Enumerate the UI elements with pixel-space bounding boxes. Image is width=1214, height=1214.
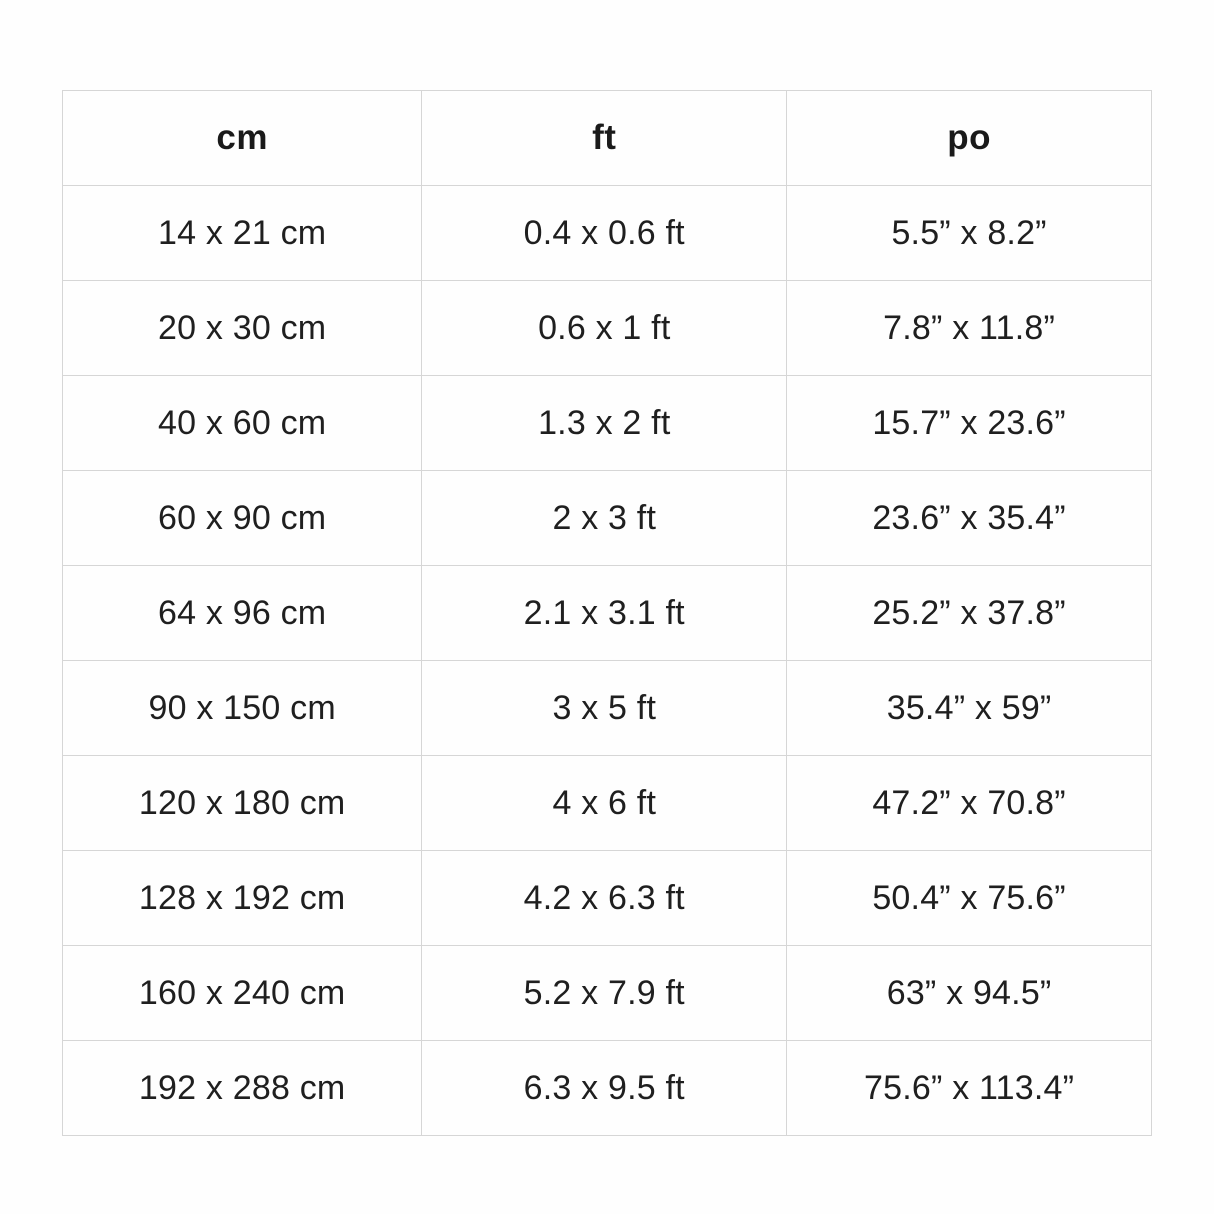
cell-po: 63” x 94.5” bbox=[787, 946, 1152, 1041]
table-header bbox=[63, 91, 1152, 186]
table-row bbox=[63, 851, 1152, 946]
cell-ft: 0.4 x 0.6 ft bbox=[422, 186, 787, 281]
cell-ft: 2 x 3 ft bbox=[422, 471, 787, 566]
cell-ft: 3 x 5 ft bbox=[422, 661, 787, 756]
cell-cm: 60 x 90 cm bbox=[63, 471, 422, 566]
size-conversion-table bbox=[62, 90, 1152, 1136]
cell-po: 25.2” x 37.8” bbox=[787, 566, 1152, 661]
column-header-cm: cm bbox=[63, 91, 422, 186]
cell-ft: 4.2 x 6.3 ft bbox=[422, 851, 787, 946]
cell-ft: 2.1 x 3.1 ft bbox=[422, 566, 787, 661]
cell-ft: 0.6 x 1 ft bbox=[422, 281, 787, 376]
table-row bbox=[63, 376, 1152, 471]
size-conversion-table-wrapper bbox=[62, 90, 1152, 1122]
column-header-po: po bbox=[787, 91, 1152, 186]
cell-ft: 1.3 x 2 ft bbox=[422, 376, 787, 471]
table-row bbox=[63, 1041, 1152, 1136]
cell-po: 75.6” x 113.4” bbox=[787, 1041, 1152, 1136]
table-body bbox=[63, 186, 1152, 1136]
table-header-row bbox=[63, 91, 1152, 186]
cell-cm: 64 x 96 cm bbox=[63, 566, 422, 661]
cell-cm: 20 x 30 cm bbox=[63, 281, 422, 376]
cell-ft: 4 x 6 ft bbox=[422, 756, 787, 851]
table-row bbox=[63, 566, 1152, 661]
cell-po: 35.4” x 59” bbox=[787, 661, 1152, 756]
cell-cm: 192 x 288 cm bbox=[63, 1041, 422, 1136]
table-row bbox=[63, 946, 1152, 1041]
cell-cm: 14 x 21 cm bbox=[63, 186, 422, 281]
cell-po: 50.4” x 75.6” bbox=[787, 851, 1152, 946]
cell-ft: 6.3 x 9.5 ft bbox=[422, 1041, 787, 1136]
table-row bbox=[63, 661, 1152, 756]
cell-po: 47.2” x 70.8” bbox=[787, 756, 1152, 851]
column-header-ft: ft bbox=[422, 91, 787, 186]
cell-cm: 128 x 192 cm bbox=[63, 851, 422, 946]
table-row bbox=[63, 756, 1152, 851]
cell-cm: 120 x 180 cm bbox=[63, 756, 422, 851]
cell-cm: 40 x 60 cm bbox=[63, 376, 422, 471]
table-row bbox=[63, 281, 1152, 376]
cell-cm: 160 x 240 cm bbox=[63, 946, 422, 1041]
cell-ft: 5.2 x 7.9 ft bbox=[422, 946, 787, 1041]
cell-cm: 90 x 150 cm bbox=[63, 661, 422, 756]
table-row bbox=[63, 186, 1152, 281]
table-row bbox=[63, 471, 1152, 566]
cell-po: 23.6” x 35.4” bbox=[787, 471, 1152, 566]
cell-po: 5.5” x 8.2” bbox=[787, 186, 1152, 281]
cell-po: 7.8” x 11.8” bbox=[787, 281, 1152, 376]
cell-po: 15.7” x 23.6” bbox=[787, 376, 1152, 471]
